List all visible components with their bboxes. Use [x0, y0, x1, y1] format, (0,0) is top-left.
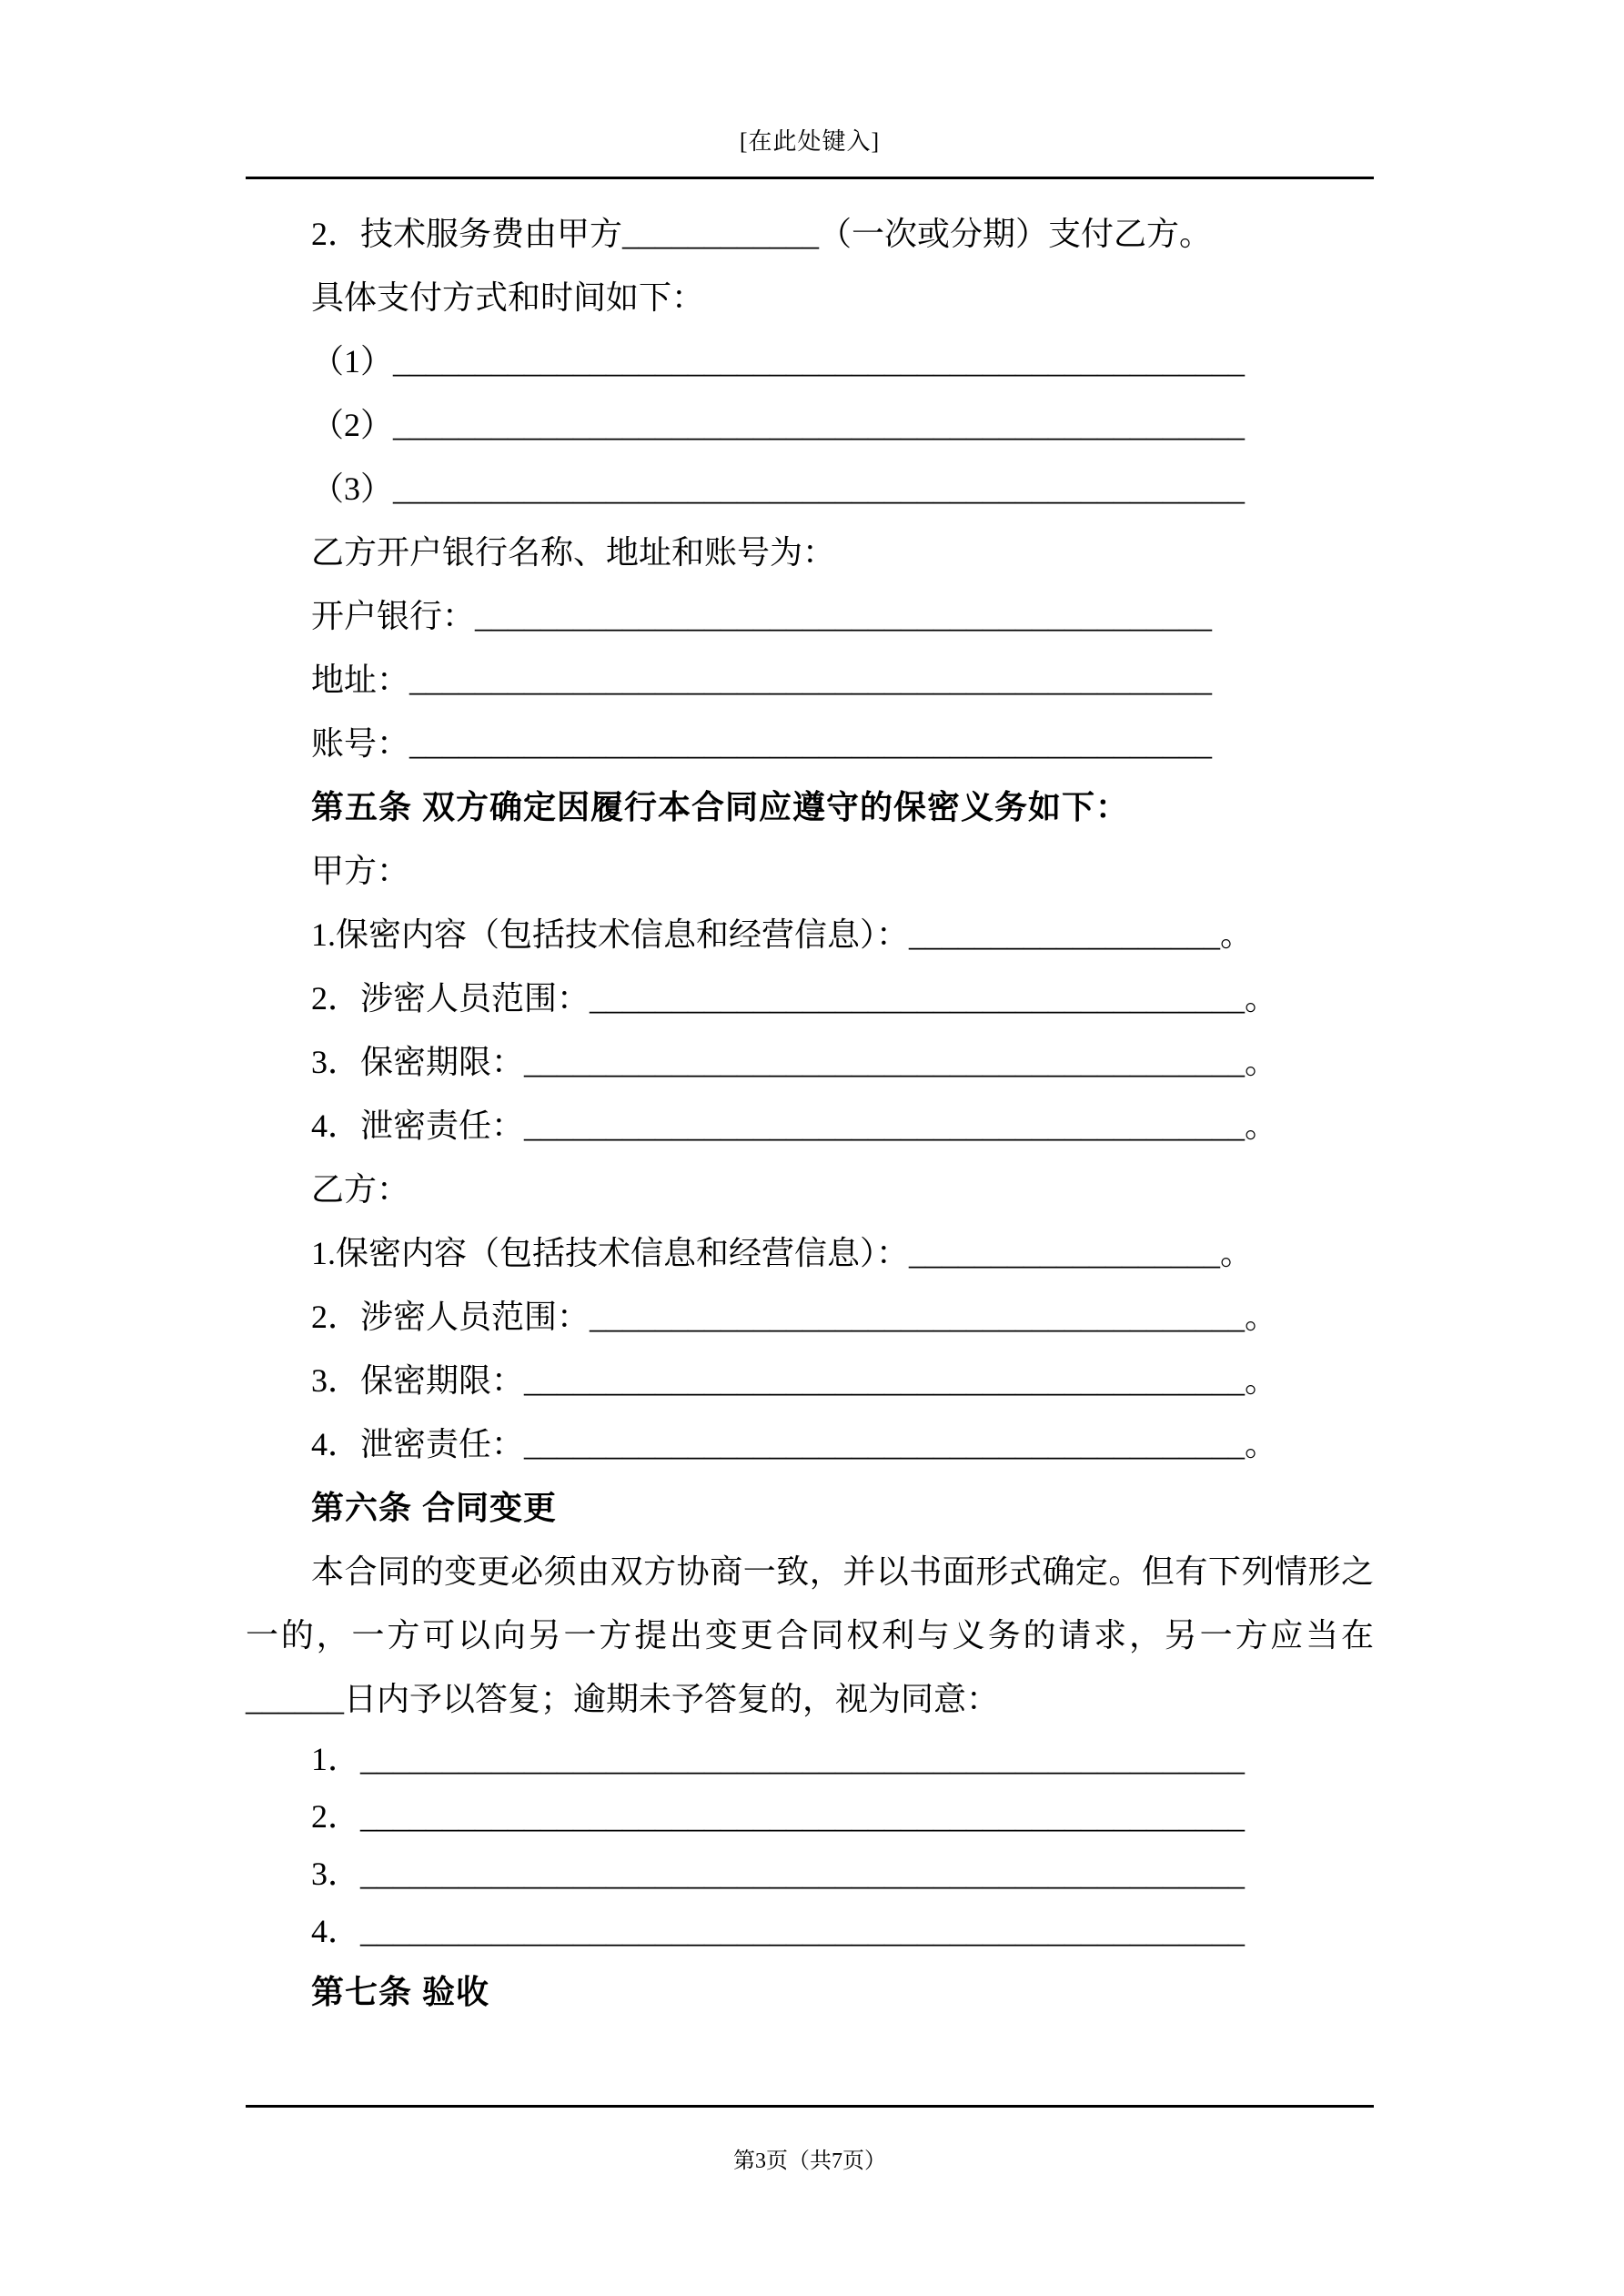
page-number: 第3页（共7页） — [733, 2149, 886, 2173]
blank-line-item: 3．保密期限：____________________________________________。 — [311, 1044, 1278, 1080]
blank-line-item: 开户银行：_____________________________________________ — [311, 598, 1213, 634]
blank-line-item: 1．______________________________________________________ — [311, 1741, 1245, 1777]
section-heading: 第七条 验收 — [311, 1973, 490, 2010]
blank-line-item: 2．涉密人员范围：________________________________________。 — [311, 1299, 1278, 1335]
blank-line-item: 2．______________________________________________________ — [311, 1798, 1245, 1835]
blank-line-item: 账号：_________________________________________________ — [311, 725, 1213, 762]
page-header — [246, 0, 1374, 179]
blank-line-item: 地址：_________________________________________________ — [311, 662, 1213, 698]
blank-line-item: 4．泄密责任：____________________________________________。 — [311, 1108, 1278, 1144]
blank-line-item: 4．______________________________________________________ — [311, 1913, 1245, 1949]
paragraph: 本合同的变更必须由双方协商一致，并以书面形式确定。但有下列情形之一的，一方可以向另一方提出变更合同权利与义务的请求，另一方应当在______日内予以答复；逾期未予答复的，视为同意： — [246, 1553, 1374, 1717]
blank-line-item: （1）____________________________________________________ — [311, 343, 1245, 379]
paragraph: 乙方开户银行名称、地址和账号为： — [311, 534, 836, 571]
blank-line-item: 3．保密期限：____________________________________________。 — [311, 1362, 1278, 1399]
paragraph: 乙方： — [311, 1171, 410, 1208]
paragraph: 甲方： — [311, 853, 410, 889]
blank-line-item: （3）____________________________________________________ — [311, 470, 1245, 507]
blank-line-item: 1.保密内容（包括技术信息和经营信息）：___________________。 — [311, 1235, 1254, 1271]
paragraph: 具体支付方式和时间如下： — [311, 279, 705, 316]
blank-line-item: 3．______________________________________________________ — [311, 1856, 1245, 1892]
blank-line-item: 2．涉密人员范围：________________________________________。 — [311, 980, 1278, 1017]
paragraph: 2．技术服务费由甲方____________（一次或分期）支付乙方。 — [311, 216, 1213, 252]
blank-line-item: （2）____________________________________________________ — [311, 407, 1245, 443]
header-placeholder: [在此处键入] — [739, 128, 881, 155]
section-heading: 第五条 双方确定因履行本合同应遵守的保密义务如下： — [311, 788, 1130, 825]
document-body — [246, 202, 1374, 2024]
blank-line-item: 1.保密内容（包括技术信息和经营信息）：___________________。 — [311, 916, 1254, 953]
section-heading: 第六条 合同变更 — [311, 1489, 558, 1526]
blank-line-item: 4．泄密责任：____________________________________________。 — [311, 1426, 1278, 1462]
page-footer — [246, 2105, 1374, 2174]
